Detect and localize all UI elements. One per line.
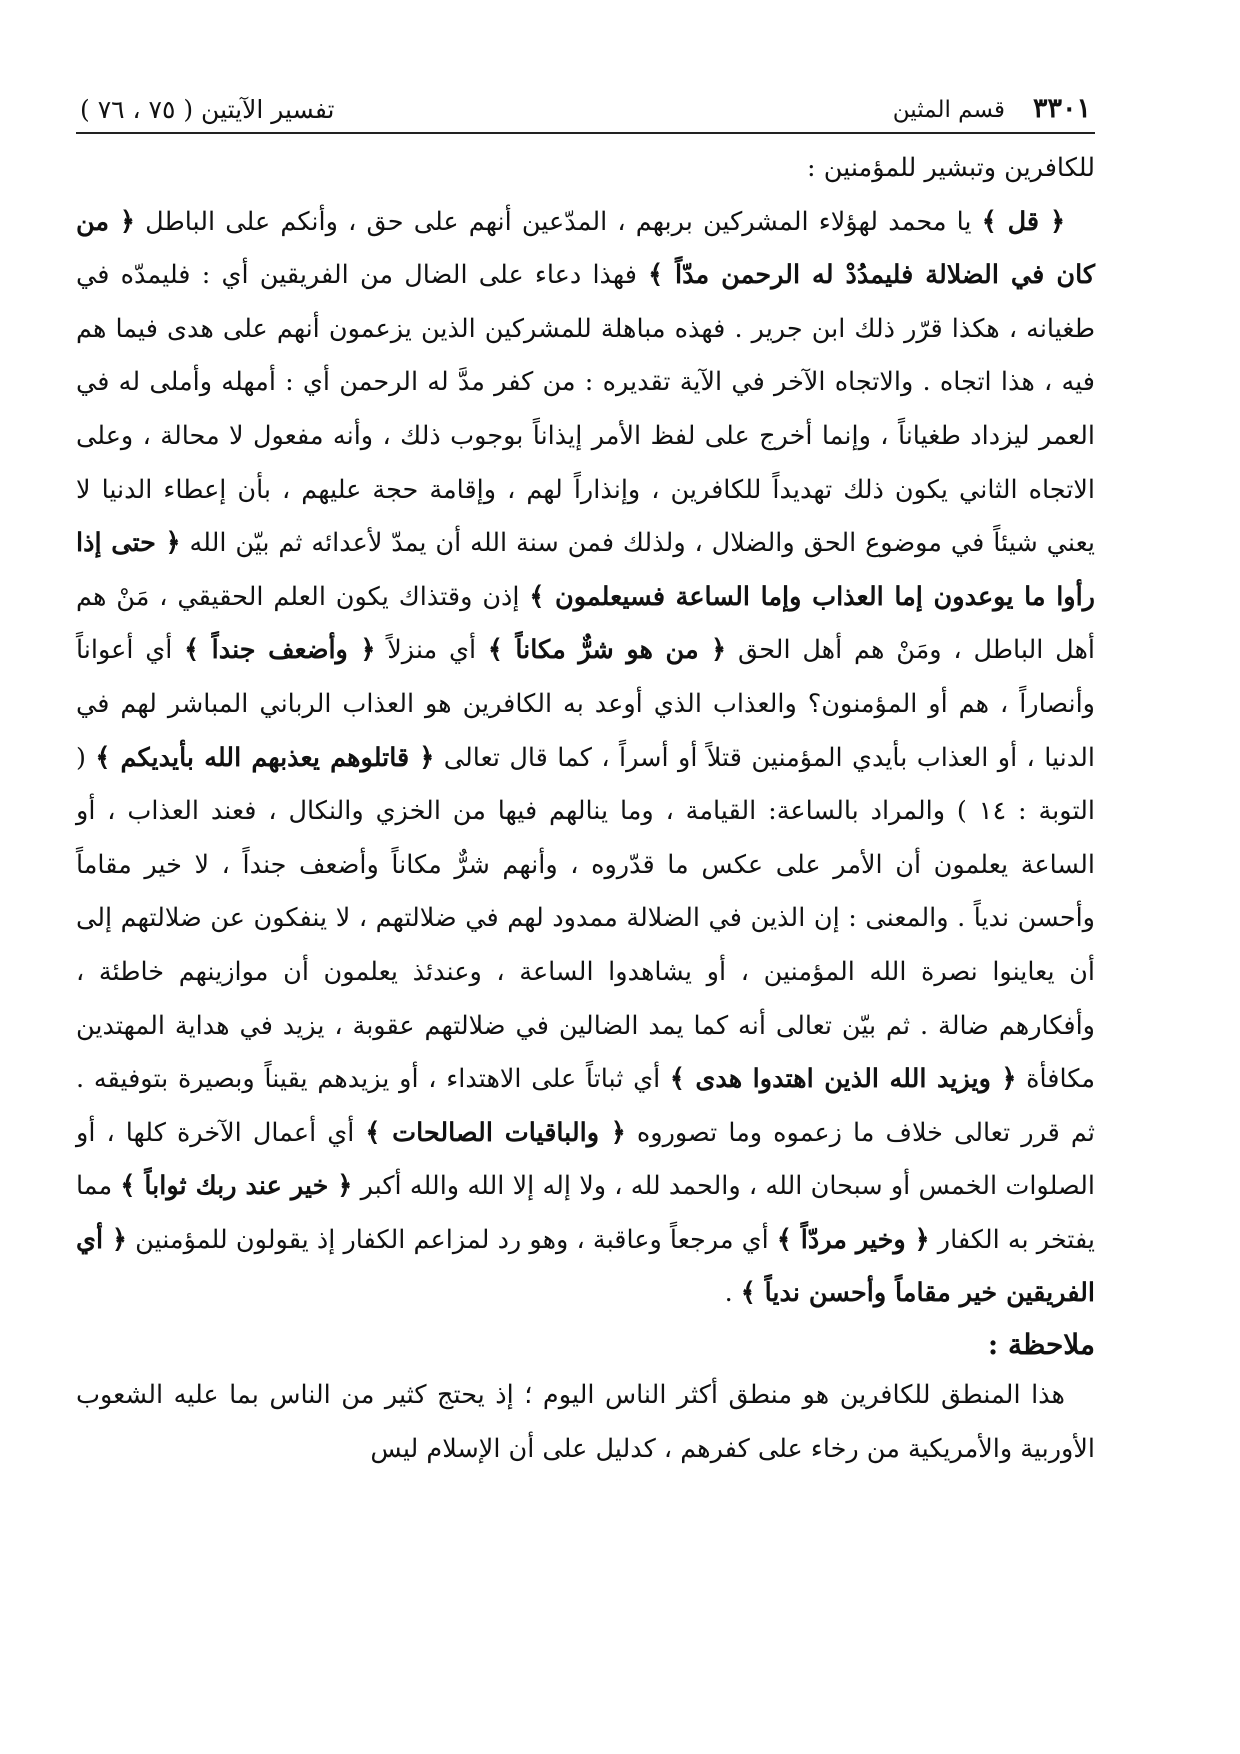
note-heading: ملاحظة : xyxy=(987,1328,1095,1362)
commentary-text: للكافرين وتبشير للمؤمنين : xyxy=(807,153,1095,183)
quran-quote: ﴿ قاتلوهم يعذبهم الله بأيديكم ﴾ xyxy=(95,742,435,773)
quran-quote: ﴿ خير عند ربك ثواباً ﴾ xyxy=(120,1171,353,1202)
header-rule xyxy=(76,132,1095,134)
quran-quote: ﴿ من كان في الضلالة فليمدُدْ له الرحمن مدّاً ﴾ xyxy=(76,206,1095,291)
commentary-text: . xyxy=(724,1278,741,1309)
paragraphs xyxy=(76,142,1095,1321)
commentary-text: يا محمد لهؤلاء المشركين بربهم ، المدّعين أنهم على حق ، وأنكم على الباطل xyxy=(134,206,982,237)
commentary-text: أي أعمال الآخرة كلها ، أو الصلوات الخمس أو سبحان الله ، والحمد لله ، ولا إله إلا الله والله أكبر xyxy=(76,1117,1096,1202)
commentary-text: أي أعواناً وأنصاراً ، هم أو المؤمنون؟ والعذاب الذي أوعد به الكافرين هو العذاب الرباني المباشر لهم في الدنيا ، أو العذاب بأيدي المؤمنين قتلاً أو أسراً ، كما قال تعالى xyxy=(76,635,1096,773)
quran-quote: ﴿ وخير مردّاً ﴾ xyxy=(776,1224,930,1255)
commentary-text: ( التوبة : ١٤ ) والمراد بالساعة: القيامة ، وما ينالهم فيها من الخزي والنكال ، فعند العذاب ، أو الساعة يعلمون أن الأمر على عكس ما قدّروه ، وأنهم شرٌّ مكاناً وأضعف جنداً ، لا خير مقاماً وأحسن ندياً . والمعنى : إن الذين في الضلالة ممدود لهم في ضلالتهم ، لا ينفكون عن ضلالتهم إلى أن يعاينوا نصرة الله المؤمنين ، أو يشاهدوا الساعة ، وعندئذ يعلمون أن موازينهم خاطئة ، وأفكارهم ضالة . ثم بيّن تعالى أنه كما يمد الضالين في ضلالتهم عقوبة ، يزيد في هداية المهتدين مكافأة xyxy=(76,742,1095,1095)
commentary-text: فهذا دعاء على الضال من الفريقين أي : فليمدّه في طغيانه ، هكذا قرّر ذلك ابن جرير . فهذه مباهلة للمشركين الذين يزعمون أنهم على هدى فيما هم فيه ، هذا اتجاه . والاتجاه الآخر في الآية تقديره : من كفر مدَّ له الرحمن أي : أمهله وأملى له في العمر ليزداد طغياناً ، وإنما أخرج على لفظ الأمر إيذاناً بوجوب ذلك ، وأنه مفعول لا محالة ، وعلى الاتجاه الثاني يكون ذلك تهديداً للكافرين ، وإنذاراً لهم ، وإقامة حجة عليهم ، بأن إعطاء الدنيا لا يعني شيئاً في موضوع الحق والضلال ، ولذلك فمن سنة الله أن يمدّ لأعدائه ثم بيّن الله xyxy=(76,260,1096,559)
commentary-text: مما يفتخر به الكفار xyxy=(76,1171,1096,1255)
quran-quote: ﴿ قل ﴾ xyxy=(981,206,1066,237)
quran-quote: ﴿ من هو شرٌّ مكاناً ﴾ xyxy=(487,635,727,666)
running-head-verses: تفسير الآيتين ( ٧٥ ، ٧٦ ) xyxy=(80,95,335,124)
quran-quote: ﴿ أي الفريقين خير مقاماً وأحسن ندياً ﴾ xyxy=(76,1224,1095,1309)
running-head-left xyxy=(893,93,1091,124)
page-body xyxy=(76,142,1095,1476)
page-number: ٣٣٠١ xyxy=(1032,93,1091,124)
page-header xyxy=(76,78,1095,128)
commentary-text: أي مرجعاً وعاقبة ، وهو رد لمزاعم الكفار إذ يقولون للمؤمنين xyxy=(126,1224,777,1255)
commentary-text: إذن وقتذاك يكون العلم الحقيقي ، مَنْ هم أهل الباطل ، ومَنْ هم أهل الحق xyxy=(76,581,1096,666)
commentary-text: أي ثباتاً على الاهتداء ، أو يزيدهم يقيناً وبصيرة بتوفيقه . ثم قرر تعالى خلاف ما زعموه وما تصوروه xyxy=(76,1064,1095,1148)
running-head-section: قسم المثين xyxy=(892,97,1005,123)
quran-quote: ﴿ ويزيد الله الذين اهتدوا هدى ﴾ xyxy=(669,1064,1017,1095)
paragraph xyxy=(76,196,1095,1321)
note-text: هذا المنطق للكافرين هو منطق أكثر الناس اليوم ؛ إذ يحتج كثير من الناس بما عليه الشعوب الأوربية والأمريكية من رخاء على كفرهم ، كدليل على أن الإسلام ليس xyxy=(76,1380,1095,1464)
paragraph xyxy=(76,142,1095,196)
commentary-text: أي منزلاً xyxy=(375,635,488,666)
quran-quote: ﴿ وأضعف جنداً ﴾ xyxy=(184,635,376,666)
quran-quote: ﴿ والباقيات الصالحات ﴾ xyxy=(365,1117,626,1148)
quran-quote: ﴿ حتى إذا رأوا ما يوعدون إما العذاب وإما الساعة فسيعلمون ﴾ xyxy=(76,528,1095,612)
